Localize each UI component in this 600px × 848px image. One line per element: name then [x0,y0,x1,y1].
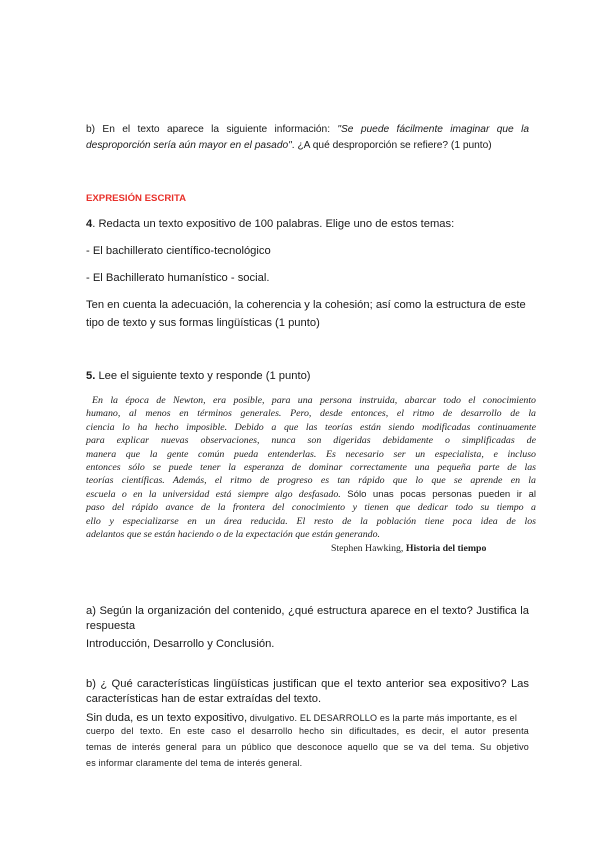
question-5b-answer-rest: divulgativo. EL DESARROLLO es la parte más importante, es el [247,713,518,723]
question-5b-answer-line2: cuerpo del texto. En este caso el desarrollo hecho sin dificultades, es decir, el autor presenta [86,726,529,736]
hawking-quote [86,394,536,541]
question-b-suffix: . ¿A qué desproporción se refiere? (1 punto) [291,140,492,151]
question-4 [86,216,529,232]
quote-line-italic-part: escuela o en la universidad está siempre algo desfasado. [86,488,341,500]
quote-line: entonces sólo se puede tener la esperanza de dominar correctamente una pequeña parte de las [86,462,536,474]
question-b-quote: "Se puede fácilmente imaginar que la [337,124,529,135]
question-5a-answer: Introducción, Desarrollo y Conclusión. [86,638,275,650]
section-heading: EXPRESIÓN ESCRITA [86,193,187,204]
quote-line-mixed [86,488,536,501]
quote-line: paso del rápido avance de la frontera del conocimiento y tienen que dedicar todo su tiempo a [86,502,536,514]
quote-book-title: Historia del tiempo [405,543,487,554]
question-5a-line2: respuesta [86,620,136,632]
quote-line: adelantos que se están haciendo o de la expectación que están generando. [86,529,380,541]
quote-line: para explicar nuevas observaciones, nunca son digeridas debidamente o simplificadas de [86,435,536,447]
question-5b-answer-line3: temas de interés general para un público que desconoce aquello que se va del tema. Su objetivo [86,742,529,752]
quote-line-upright-part: Sólo unas pocas personas pueden ir al [340,488,536,500]
question-5b-answer-line4: es informar claramente del tema de interés general. [86,758,303,768]
quote-line: ello y especializarse en un área reducida. El resto de la población tiene poca idea de los [86,515,536,527]
question-4-instruction-1: Ten en cuenta la adecuación, la coherencia y la cohesión; así como la estructura de este [86,299,526,311]
quote-line: ciencia lo ha hecho imposible. Debido a que las teorías están siendo modificadas continuamente [86,421,536,433]
question-b-line1 [86,122,529,138]
quote-line: teorías científicas. Además, el ritmo de progreso es tan rápido que lo que se aprende en la [86,475,536,487]
question-5-text: Lee el siguiente texto y responde (1 punto) [95,370,311,382]
question-b-text: b) En el texto aparece la siguiente información: [86,124,338,135]
quote-attribution [331,543,486,554]
question-5b-line2: características han de estar extraídas del texto. [86,693,322,705]
quote-line: manera que la gente común pueda entenderlas. Es necesario ser un especialista, e incluso [86,448,536,460]
question-4-instruction-2: tipo de texto y sus formas lingüísticas (1 punto) [86,317,320,329]
question-5b-answer-lead: Sin duda, es un texto expositivo, [86,712,248,724]
question-b-line2 [86,138,529,154]
question-4-option-1: - El bachillerato científico-tecnológico [86,245,271,257]
question-5b-line1: b) ¿ Qué características lingüísticas justifican que el texto anterior sea expositivo? Las [86,678,529,690]
question-5a-line1: a) Según la organización del contenido, ¿qué estructura aparece en el texto? Justifica la [86,605,529,617]
question-5-number: 5. [86,370,96,382]
question-b-quote-end: desproporción sería aún mayor en el pasado" [86,140,292,151]
question-4-text: . Redacta un texto expositivo de 100 palabras. Elige uno de estos temas: [92,218,455,230]
question-4-option-2: - El Bachillerato humanístico - social. [86,272,270,284]
quote-author: Stephen Hawking, [331,543,404,554]
question-4-number: 4 [86,218,93,230]
quote-line: humano, al menos en términos generales. Pero, desde entonces, el ritmo de desarrollo de la [86,408,536,420]
question-5 [86,368,529,384]
quote-line: En la época de Newton, era posible, para una persona instruida, abarcar todo el conocimiento [92,395,536,406]
